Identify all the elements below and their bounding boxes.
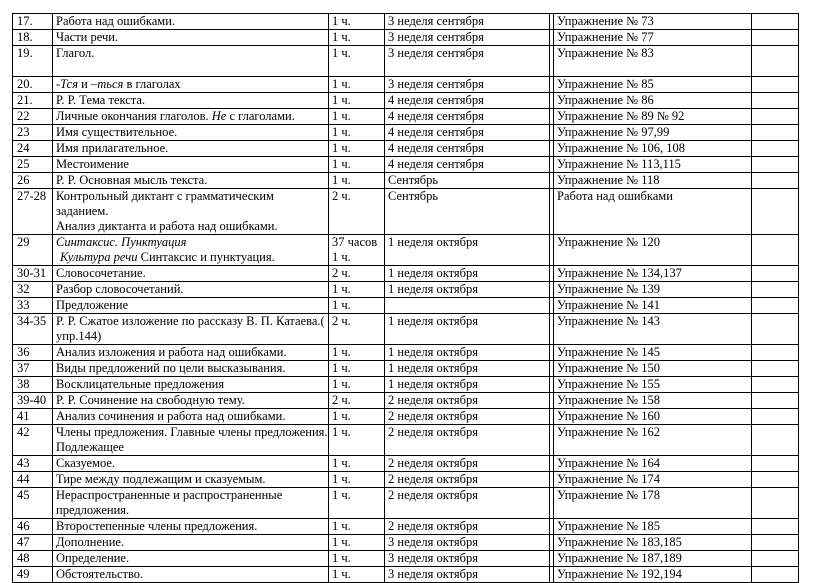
- hours-line: 1 ч.: [332, 519, 351, 533]
- lesson-topic: [53, 125, 329, 141]
- hours-line: 1 ч.: [332, 30, 351, 44]
- notes-cell: [752, 314, 799, 345]
- lesson-topic: [53, 282, 329, 298]
- hours-line: 1 ч.: [332, 77, 351, 91]
- homework: Упражнение № 187,189: [554, 551, 752, 567]
- notes-cell: [752, 282, 799, 298]
- topic-line: Р. Р. Тема текста.: [56, 93, 146, 107]
- lesson-hours: [329, 361, 385, 377]
- lesson-number: 20.: [13, 77, 53, 93]
- homework: Упражнение № 183,185: [554, 535, 752, 551]
- hours-line: 1 ч.: [332, 109, 351, 123]
- lesson-number: 46: [13, 519, 53, 535]
- topic-line: Контрольный диктант с грамматическим заданием.: [56, 189, 274, 218]
- lesson-number: 32: [13, 282, 53, 298]
- lesson-topic: [53, 567, 329, 583]
- lesson-number: 19.: [13, 46, 53, 77]
- lesson-date: 2 неделя октября: [385, 519, 550, 535]
- lesson-topic: [53, 298, 329, 314]
- lesson-date: 1 неделя октября: [385, 361, 550, 377]
- lesson-hours: [329, 266, 385, 282]
- lesson-topic: [53, 425, 329, 456]
- lesson-number: 25: [13, 157, 53, 173]
- topic-line: Члены предложения. Главные члены предложения. Подлежащее: [56, 425, 328, 454]
- hours-line: 37 часов: [332, 235, 378, 249]
- topic-line: Анализ диктанта и работа над ошибками.: [56, 219, 278, 233]
- notes-cell: [752, 141, 799, 157]
- homework: Упражнение № 174: [554, 472, 752, 488]
- homework: Упражнение № 155: [554, 377, 752, 393]
- lesson-number: 30-31: [13, 266, 53, 282]
- lesson-hours: [329, 425, 385, 456]
- lesson-date: 2 неделя октября: [385, 425, 550, 456]
- homework: Упражнение № 118: [554, 173, 752, 189]
- lesson-number: 47: [13, 535, 53, 551]
- notes-cell: [752, 266, 799, 282]
- lesson-date: 3 неделя октября: [385, 535, 550, 551]
- lesson-date: 3 неделя сентября: [385, 77, 550, 93]
- lesson-number: 26: [13, 173, 53, 189]
- topic-line: Разбор словосочетаний.: [56, 282, 184, 296]
- table-row: [13, 361, 799, 377]
- hours-line: 1 ч.: [332, 282, 351, 296]
- topic-line: Местоимение: [56, 157, 129, 171]
- topic-fragment: в глаголах: [123, 77, 181, 91]
- lesson-date: 2 неделя октября: [385, 488, 550, 519]
- topic-line: Анализ сочинения и работа над ошибками.: [56, 409, 286, 423]
- lesson-hours: [329, 109, 385, 125]
- topic-line: Обстоятельство.: [56, 567, 144, 581]
- homework: Упражнение № 143: [554, 314, 752, 345]
- lesson-hours: [329, 298, 385, 314]
- lesson-hours: [329, 345, 385, 361]
- hours-line: 1 ч.: [332, 250, 351, 264]
- lesson-number: 27-28: [13, 189, 53, 235]
- hours-line: 1 ч.: [332, 551, 351, 565]
- hours-line: 1 ч.: [332, 377, 351, 391]
- lesson-topic: [53, 519, 329, 535]
- lesson-hours: [329, 377, 385, 393]
- lesson-date: 1 неделя октября: [385, 377, 550, 393]
- notes-cell: [752, 472, 799, 488]
- table-row: [13, 314, 799, 345]
- topic-line: Второстепенные члены предложения.: [56, 519, 258, 533]
- topic-line: Глагол.: [56, 46, 95, 60]
- lesson-topic: [53, 14, 329, 30]
- lesson-topic: [53, 141, 329, 157]
- topic-fragment: с глаголами.: [226, 109, 295, 123]
- lesson-hours: [329, 157, 385, 173]
- lesson-date: 4 неделя сентября: [385, 141, 550, 157]
- lesson-topic: [53, 173, 329, 189]
- topic-line: Восклицательные предложения: [56, 377, 225, 391]
- table-row: [13, 157, 799, 173]
- lesson-topic: [53, 266, 329, 282]
- notes-cell: [752, 393, 799, 409]
- lesson-number: 37: [13, 361, 53, 377]
- notes-cell: [752, 46, 799, 77]
- lesson-number: 24: [13, 141, 53, 157]
- lesson-number: 33: [13, 298, 53, 314]
- lesson-topic: [53, 393, 329, 409]
- lesson-number: 22: [13, 109, 53, 125]
- table-row: [13, 488, 799, 519]
- notes-cell: [752, 30, 799, 46]
- lesson-topic: [53, 235, 329, 266]
- homework: Работа над ошибками: [554, 189, 752, 235]
- lesson-hours: [329, 314, 385, 345]
- notes-cell: [752, 535, 799, 551]
- lesson-date: 1 неделя октября: [385, 314, 550, 345]
- homework: Упражнение № 77: [554, 30, 752, 46]
- lesson-date: 4 неделя сентября: [385, 125, 550, 141]
- topic-line: Работа над ошибками.: [56, 14, 176, 28]
- lesson-date: 3 неделя октября: [385, 567, 550, 583]
- table-row: [13, 472, 799, 488]
- lesson-hours: [329, 30, 385, 46]
- lesson-number: 38: [13, 377, 53, 393]
- lesson-hours: [329, 125, 385, 141]
- lesson-topic: [53, 30, 329, 46]
- table-row: [13, 189, 799, 235]
- topic-line: Анализ изложения и работа над ошибками.: [56, 345, 287, 359]
- lesson-number: 36: [13, 345, 53, 361]
- lesson-date: 1 неделя октября: [385, 235, 550, 266]
- topic-fragment: и: [78, 77, 91, 91]
- hours-line: 1 ч.: [332, 456, 351, 470]
- homework: Упражнение № 120: [554, 235, 752, 266]
- lesson-hours: [329, 173, 385, 189]
- topic-line: Тире между подлежащим и сказуемым.: [56, 472, 266, 486]
- table-row: [13, 298, 799, 314]
- notes-cell: [752, 125, 799, 141]
- hours-line: 1 ч.: [332, 535, 351, 549]
- topic-line: Предложение: [56, 298, 129, 312]
- lesson-date: [385, 298, 550, 314]
- table-row: [13, 377, 799, 393]
- notes-cell: [752, 14, 799, 30]
- lesson-date: 1 неделя октября: [385, 282, 550, 298]
- lesson-topic: [53, 361, 329, 377]
- lesson-topic: [53, 345, 329, 361]
- homework: Упражнение № 185: [554, 519, 752, 535]
- notes-cell: [752, 298, 799, 314]
- hours-line: 1 ч.: [332, 425, 351, 439]
- hours-line: 1 ч.: [332, 141, 351, 155]
- lesson-date: 4 неделя сентября: [385, 93, 550, 109]
- hours-line: 2 ч.: [332, 189, 351, 203]
- lesson-date: Сентябрь: [385, 173, 550, 189]
- lesson-date: 3 неделя сентября: [385, 46, 550, 77]
- hours-line: 1 ч.: [332, 567, 351, 581]
- homework: Упражнение № 145: [554, 345, 752, 361]
- table-row: [13, 425, 799, 456]
- notes-cell: [752, 77, 799, 93]
- lesson-number: 42: [13, 425, 53, 456]
- lesson-number: 44: [13, 472, 53, 488]
- lesson-hours: [329, 189, 385, 235]
- lesson-plan-body: [13, 14, 799, 583]
- table-row: [13, 456, 799, 472]
- homework: Упражнение № 106, 108: [554, 141, 752, 157]
- homework: Упражнение № 86: [554, 93, 752, 109]
- lesson-topic: [53, 109, 329, 125]
- lesson-hours: [329, 93, 385, 109]
- hours-line: 1 ч.: [332, 361, 351, 375]
- lesson-hours: [329, 472, 385, 488]
- topic-fragment: Синтаксис и пунктуация.: [137, 250, 275, 264]
- lesson-date: 1 неделя октября: [385, 266, 550, 282]
- topic-line: Р. Р. Основная мысль текста.: [56, 173, 208, 187]
- lesson-topic: [53, 535, 329, 551]
- lesson-hours: [329, 551, 385, 567]
- lesson-hours: [329, 456, 385, 472]
- lesson-plan-table: [12, 13, 799, 583]
- lesson-topic: [53, 409, 329, 425]
- notes-cell: [752, 488, 799, 519]
- notes-cell: [752, 345, 799, 361]
- homework: Упражнение № 113,115: [554, 157, 752, 173]
- topic-line: Виды предложений по цели высказывания.: [56, 361, 286, 375]
- homework: Упражнение № 139: [554, 282, 752, 298]
- table-row: [13, 93, 799, 109]
- table-row: [13, 282, 799, 298]
- hours-line: 1 ч.: [332, 14, 351, 28]
- table-row: [13, 173, 799, 189]
- lesson-plan-table-wrapper: [12, 13, 799, 583]
- lesson-number: 45: [13, 488, 53, 519]
- homework: Упражнение № 97,99: [554, 125, 752, 141]
- lesson-hours: [329, 488, 385, 519]
- subsection-heading: Культура речи: [60, 250, 138, 264]
- hours-line: 1 ч.: [332, 173, 351, 187]
- table-row: [13, 125, 799, 141]
- lesson-date: 2 неделя октября: [385, 472, 550, 488]
- table-row: [13, 235, 799, 266]
- topic-line: Словосочетание.: [56, 266, 146, 280]
- homework: Упражнение № 85: [554, 77, 752, 93]
- lesson-hours: [329, 567, 385, 583]
- section-heading: Синтаксис. Пунктуация: [56, 235, 187, 249]
- homework: Упражнение № 89 № 92: [554, 109, 752, 125]
- homework: Упражнение № 164: [554, 456, 752, 472]
- table-row: [13, 109, 799, 125]
- lesson-number: 49: [13, 567, 53, 583]
- homework: Упражнение № 73: [554, 14, 752, 30]
- notes-cell: [752, 93, 799, 109]
- notes-cell: [752, 189, 799, 235]
- lesson-hours: [329, 409, 385, 425]
- homework: Упражнение № 141: [554, 298, 752, 314]
- hours-line: 1 ч.: [332, 46, 351, 60]
- notes-cell: [752, 235, 799, 266]
- table-row: [13, 393, 799, 409]
- hours-line: 2 ч.: [332, 393, 351, 407]
- hours-line: 1 ч.: [332, 409, 351, 423]
- topic-line: Определение.: [56, 551, 130, 565]
- hours-line: 1 ч.: [332, 157, 351, 171]
- notes-cell: [752, 377, 799, 393]
- hours-line: 2 ч.: [332, 314, 351, 328]
- notes-cell: [752, 551, 799, 567]
- lesson-number: 34-35: [13, 314, 53, 345]
- notes-cell: [752, 425, 799, 456]
- homework: Упражнение № 83: [554, 46, 752, 77]
- lesson-number: 41: [13, 409, 53, 425]
- homework: Упражнение № 150: [554, 361, 752, 377]
- lesson-topic: [53, 472, 329, 488]
- lesson-topic: [53, 377, 329, 393]
- topic-fragment: Не: [211, 109, 227, 123]
- topic-line: Имя существительное.: [56, 125, 178, 139]
- notes-cell: [752, 456, 799, 472]
- lesson-date: 3 неделя октября: [385, 551, 550, 567]
- lesson-number: 21.: [13, 93, 53, 109]
- lesson-date: 4 неделя сентября: [385, 109, 550, 125]
- table-row: [13, 567, 799, 583]
- lesson-date: 2 неделя октября: [385, 409, 550, 425]
- lesson-date: 3 неделя сентября: [385, 14, 550, 30]
- table-row: [13, 141, 799, 157]
- lesson-number: 29: [13, 235, 53, 266]
- lesson-topic: [53, 488, 329, 519]
- table-row: [13, 551, 799, 567]
- table-row: [13, 345, 799, 361]
- hours-line: 2 ч.: [332, 266, 351, 280]
- table-row: [13, 409, 799, 425]
- lesson-topic: [53, 314, 329, 345]
- topic-line: Имя прилагательное.: [56, 141, 169, 155]
- table-row: [13, 77, 799, 93]
- hours-line: 1 ч.: [332, 298, 351, 312]
- table-row: [13, 14, 799, 30]
- topic-line: Дополнение.: [56, 535, 125, 549]
- topic-fragment: -Тся: [56, 77, 79, 91]
- lesson-date: 1 неделя октября: [385, 345, 550, 361]
- notes-cell: [752, 519, 799, 535]
- topic-line: Р. Р. Сочинение на свободную тему.: [56, 393, 245, 407]
- lesson-number: 39-40: [13, 393, 53, 409]
- table-row: [13, 535, 799, 551]
- lesson-topic: [53, 46, 329, 77]
- homework: Упражнение № 162: [554, 425, 752, 456]
- lesson-number: 48: [13, 551, 53, 567]
- lesson-date: 2 неделя октября: [385, 393, 550, 409]
- topic-line: Сказуемое.: [56, 456, 116, 470]
- hours-line: 1 ч.: [332, 488, 351, 502]
- hours-line: 1 ч.: [332, 345, 351, 359]
- lesson-date: 2 неделя октября: [385, 456, 550, 472]
- lesson-number: 43: [13, 456, 53, 472]
- lesson-topic: [53, 93, 329, 109]
- lesson-hours: [329, 235, 385, 266]
- hours-line: 1 ч.: [332, 93, 351, 107]
- topic-fragment: Личные окончания глаголов.: [56, 109, 212, 123]
- lesson-topic: [53, 456, 329, 472]
- table-row: [13, 519, 799, 535]
- topic-line: Нераспространенные и распространенные предложения.: [56, 488, 283, 517]
- lesson-date: 3 неделя сентября: [385, 30, 550, 46]
- lesson-hours: [329, 393, 385, 409]
- lesson-hours: [329, 141, 385, 157]
- notes-cell: [752, 173, 799, 189]
- lesson-topic: [53, 77, 329, 93]
- notes-cell: [752, 157, 799, 173]
- lesson-number: 17.: [13, 14, 53, 30]
- table-row: [13, 30, 799, 46]
- topic-line: Р. Р. Сжатое изложение по рассказу В. П. Катаева.( упр.144): [56, 314, 325, 343]
- notes-cell: [752, 361, 799, 377]
- lesson-hours: [329, 282, 385, 298]
- lesson-number: 18.: [13, 30, 53, 46]
- lesson-topic: [53, 551, 329, 567]
- lesson-hours: [329, 14, 385, 30]
- homework: Упражнение № 192,194: [554, 567, 752, 583]
- lesson-topic: [53, 157, 329, 173]
- hours-line: 1 ч.: [332, 125, 351, 139]
- notes-cell: [752, 409, 799, 425]
- homework: Упражнение № 160: [554, 409, 752, 425]
- table-row: [13, 46, 799, 77]
- lesson-date: Сентябрь: [385, 189, 550, 235]
- lesson-hours: [329, 77, 385, 93]
- lesson-number: 23: [13, 125, 53, 141]
- homework: Упражнение № 158: [554, 393, 752, 409]
- lesson-hours: [329, 46, 385, 77]
- hours-line: 1 ч.: [332, 472, 351, 486]
- lesson-hours: [329, 535, 385, 551]
- homework: Упражнение № 134,137: [554, 266, 752, 282]
- lesson-date: 4 неделя сентября: [385, 157, 550, 173]
- lesson-topic: [53, 189, 329, 235]
- table-row: [13, 266, 799, 282]
- topic-line: [56, 250, 328, 265]
- notes-cell: [752, 567, 799, 583]
- topic-fragment: –ться: [90, 77, 124, 91]
- notes-cell: [752, 109, 799, 125]
- topic-line: Части речи.: [56, 30, 119, 44]
- homework: Упражнение № 178: [554, 488, 752, 519]
- lesson-hours: [329, 519, 385, 535]
